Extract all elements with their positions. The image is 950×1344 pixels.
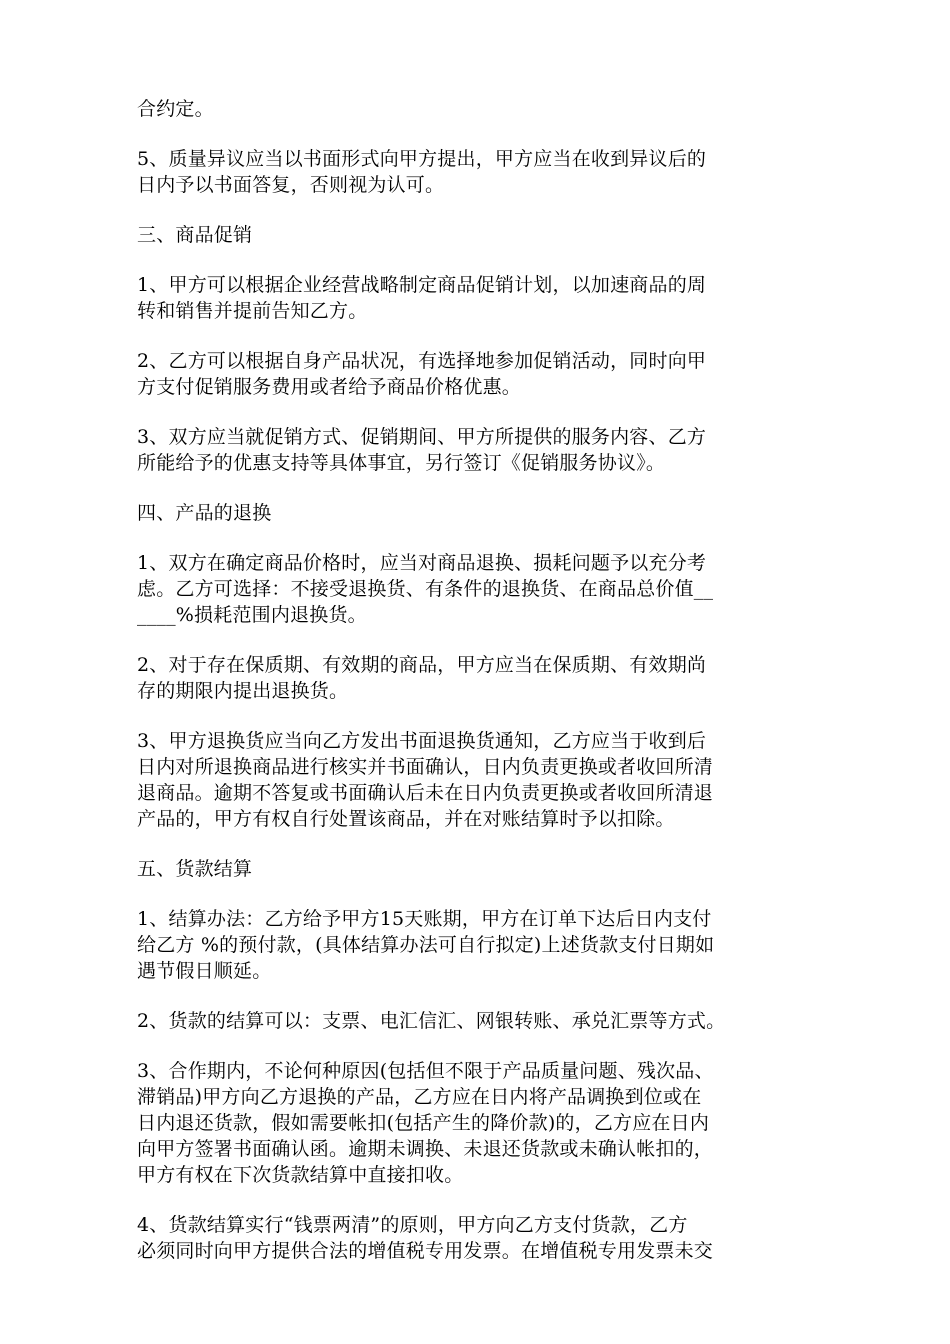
paragraph-settlement-3: 3、合作期内，不论何种原因(包括但不限于产品质量问题、残次品、 滞销品)甲方向乙方退换的产品，乙方应在日内将产品调换到位或在 日内退还货款，假如需要帐扣(包括产生的降价款)的，乙方应在日内 向甲方签署书面确认函。逾期未调换、未退还货款或未确认帐扣的， 甲方有权在下次货款结算中直接扣收。 (137, 1060, 714, 1186)
paragraph-promo-3: 3、双方应当就促销方式、促销期间、甲方所提供的服务内容、乙方 所能给予的优惠支持等具体事宜，另行签订《促销服务协议》。 (137, 426, 707, 474)
paragraph-promo-2: 2、乙方可以根据自身产品状况，有选择地参加促销活动，同时向甲 方支付促销服务费用或者给予商品价格优惠。 (137, 350, 707, 398)
paragraph-settlement-4: 4、货款结算实行“钱票两清”的原则，甲方向乙方支付货款，乙方 必须同时向甲方提供合法的增值税专用发票。在增值税专用发票未交 (137, 1214, 714, 1262)
section-heading-settlement: 五、货款结算 (137, 858, 253, 880)
paragraph-clause-5-quality: 5、质量异议应当以书面形式向甲方提出，甲方应当在收到异议后的 日内予以书面答复，否则视为认可。 (137, 148, 707, 196)
paragraph-settlement-2: 2、货款的结算可以：支票、电汇信汇、网银转账、承兑汇票等方式。 (137, 1010, 726, 1032)
paragraph-returns-2: 2、对于存在保质期、有效期的商品，甲方应当在保质期、有效期尚 存的期限内提出退换货。 (137, 654, 707, 702)
paragraph-returns-1: 1、双方在确定商品价格时，应当对商品退换、损耗问题予以充分考 虑。乙方可选择：不接受退换货、有条件的退换货、在商品总价值__ ____%损耗范围内退换货。 (137, 552, 714, 626)
paragraph-settlement-1: 1、结算办法：乙方给予甲方15天账期，甲方在订单下达后日内支付 给乙方 %的预付款，(具体结算办法可自行拟定)上述货款支付日期如 遇节假日顺延。 (137, 908, 715, 982)
paragraph-promo-1: 1、甲方可以根据企业经营战略制定商品促销计划，以加速商品的周 转和销售并提前告知乙方。 (137, 274, 707, 322)
section-heading-promotion: 三、商品促销 (137, 224, 253, 246)
paragraph-returns-3: 3、甲方退换货应当向乙方发出书面退换货通知，乙方应当于收到后 日内对所退换商品进行核实并书面确认，日内负责更换或者收回所清 退商品。逾期不答复或书面确认后未在日内负责更换或者收回所清退 产品的，甲方有权自行处置该商品，并在对账结算时予以扣除。 (137, 730, 714, 830)
section-heading-returns: 四、产品的退换 (137, 502, 272, 524)
document-page (137, 96, 817, 1288)
paragraph-continuation: 合约定。 (137, 98, 214, 120)
